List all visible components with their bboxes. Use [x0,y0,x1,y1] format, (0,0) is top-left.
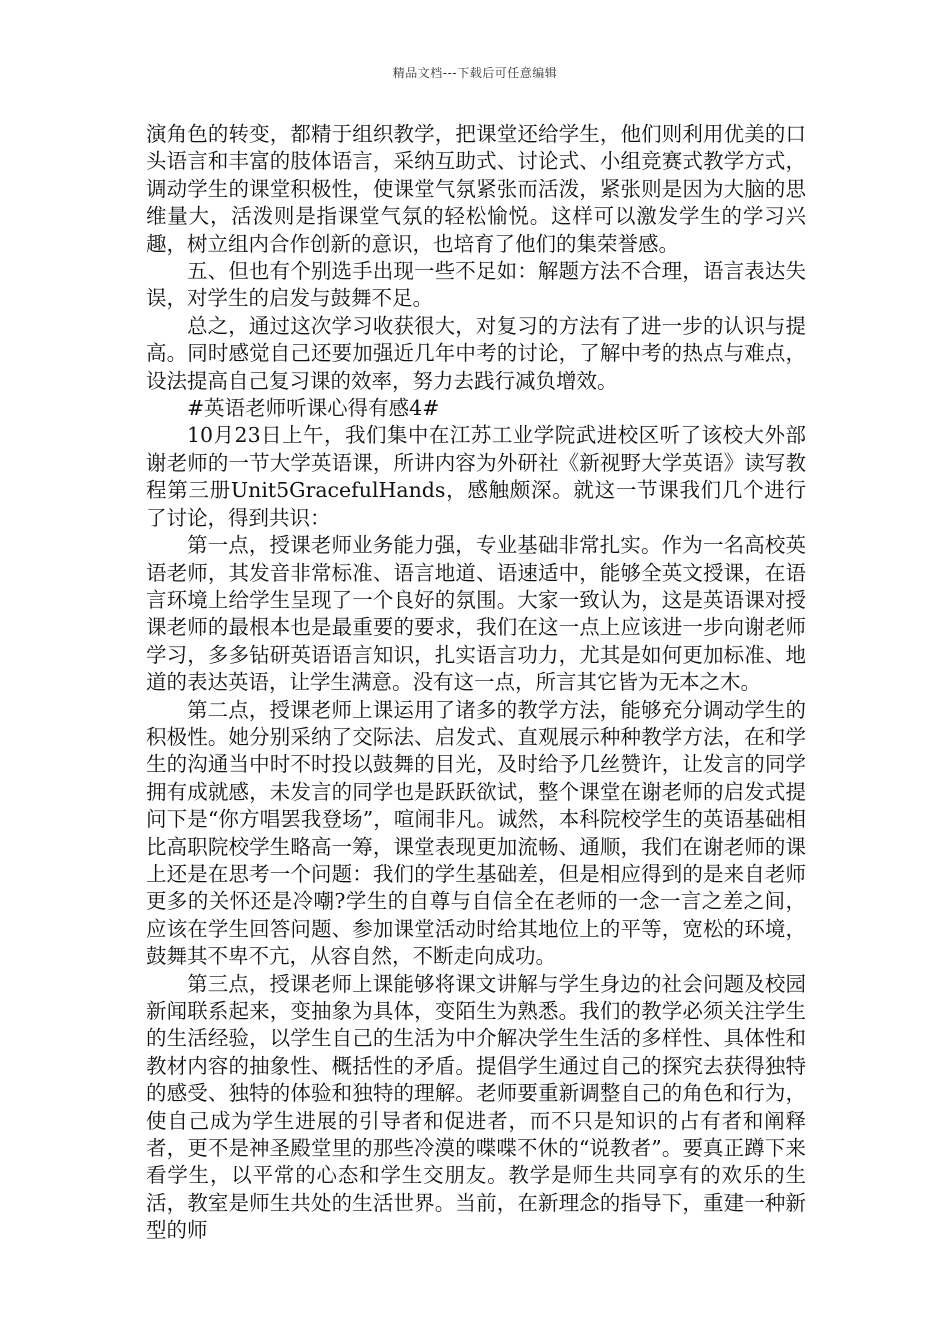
paragraph: 演角色的转变，都精于组织教学，把课堂还给学生，他们则利用优美的口头语言和丰富的肢体语言，采纳互助式、讨论式、小组竞赛式教学方式，调动学生的课堂积极性，使课堂气氛紧张而活泼，紧张则是因为大脑的思维量大，活泼则是指课堂气氛的轻松愉悦。这样可以激发学生的学习兴趣，树立组内合作创新的意识，也培育了他们的集荣誉感。 [146,122,806,256]
paragraph: 第三点，授课老师上课能够将课文讲解与学生身边的社会问题及校园新闻联系起来，变抽象为具体，变陌生为熟悉。我们的教学必须关注学生的生活经验，以学生自己的生活为中介解决学生生活的多样性、具体性和教材内容的抽象性、概括性的矛盾。提倡学生通过自己的探究去获得独特的感受、独特的体验和独特的理解。老师要重新调整自己的角色和行为，使自己成为学生进展的引导者和促进者，而不只是知识的占有者和阐释者，更不是神圣殿堂里的那些冷漠的喋喋不休的“说教者”。要真正蹲下来看学生，以平常的心态和学生交朋友。教学是师生共同享有的欢乐的生活，教室是师生共处的生活世界。当前，在新理念的指导下，重建一种新型的师 [146,971,806,1243]
paragraph: 五、但也有个别选手出现一些不足如：解题方法不合理，语言表达失误，对学生的启发与鼓舞不足。 [146,259,806,311]
paragraph: 10月23日上午，我们集中在江苏工业学院武进校区听了该校大外部谢老师的一节大学英语课，所讲内容为外研社《新视野大学英语》读写教程第三册Unit5GracefulHands，感触颇深。就这一节课我们几个进行了讨论，得到共识： [146,423,806,530]
page-header: 精品文档---下载后可任意编辑 [392,66,558,80]
paragraph: 总之，通过这次学习收获很大，对复习的方法有了进一步的认识与提高。同时感觉自己还要加强近几年中考的讨论，了解中考的热点与难点，设法提高自己复习课的效率，努力去践行减负增效。 [146,313,806,393]
paragraph: 第一点，授课老师业务能力强，专业基础非常扎实。作为一名高校英语老师，其发音非常标准、语言地道、语速适中，能够全英文授课，在语言环境上给学生呈现了一个良好的氛围。大家一致认为，这是英语课对授课老师的最根本也是最重要的要求，我们在这一点上应该进一步向谢老师学习，多多钻研英语语言知识，扎实语言功力，尤其是如何更加标准、地道的表达英语，让学生满意。没有这一点，所言其它皆为无本之木。 [146,533,806,695]
document-body [146,121,806,1245]
paragraph: 第二点，授课老师上课运用了诸多的教学方法，能够充分调动学生的积极性。她分别采纳了交际法、启发式、直观展示种种教学方法，在和学生的沟通当中时不时投以鼓舞的目光，及时给予几丝赞许，让发言的同学拥有成就感，未发言的同学也是跃跃欲试，整个课堂在谢老师的启发式提问下是“你方唱罢我登场”，喧闹非凡。诚然，本科院校学生的英语基础相比高职院校学生略高一筹，课堂表现更加流畅、通顺，我们在谢老师的课上还是在思考一个问题：我们的学生基础差，但是相应得到的是来自老师更多的关怀还是冷嘲?学生的自尊与自信全在老师的一念一言之差之间，应该在学生回答问题、参加课堂活动时给其地位上的平等，宽松的环境，鼓舞其不卑不亢，从容自然，不断走向成功。 [146,697,806,969]
section-heading: #英语老师听课心得有感4# [187,396,440,421]
